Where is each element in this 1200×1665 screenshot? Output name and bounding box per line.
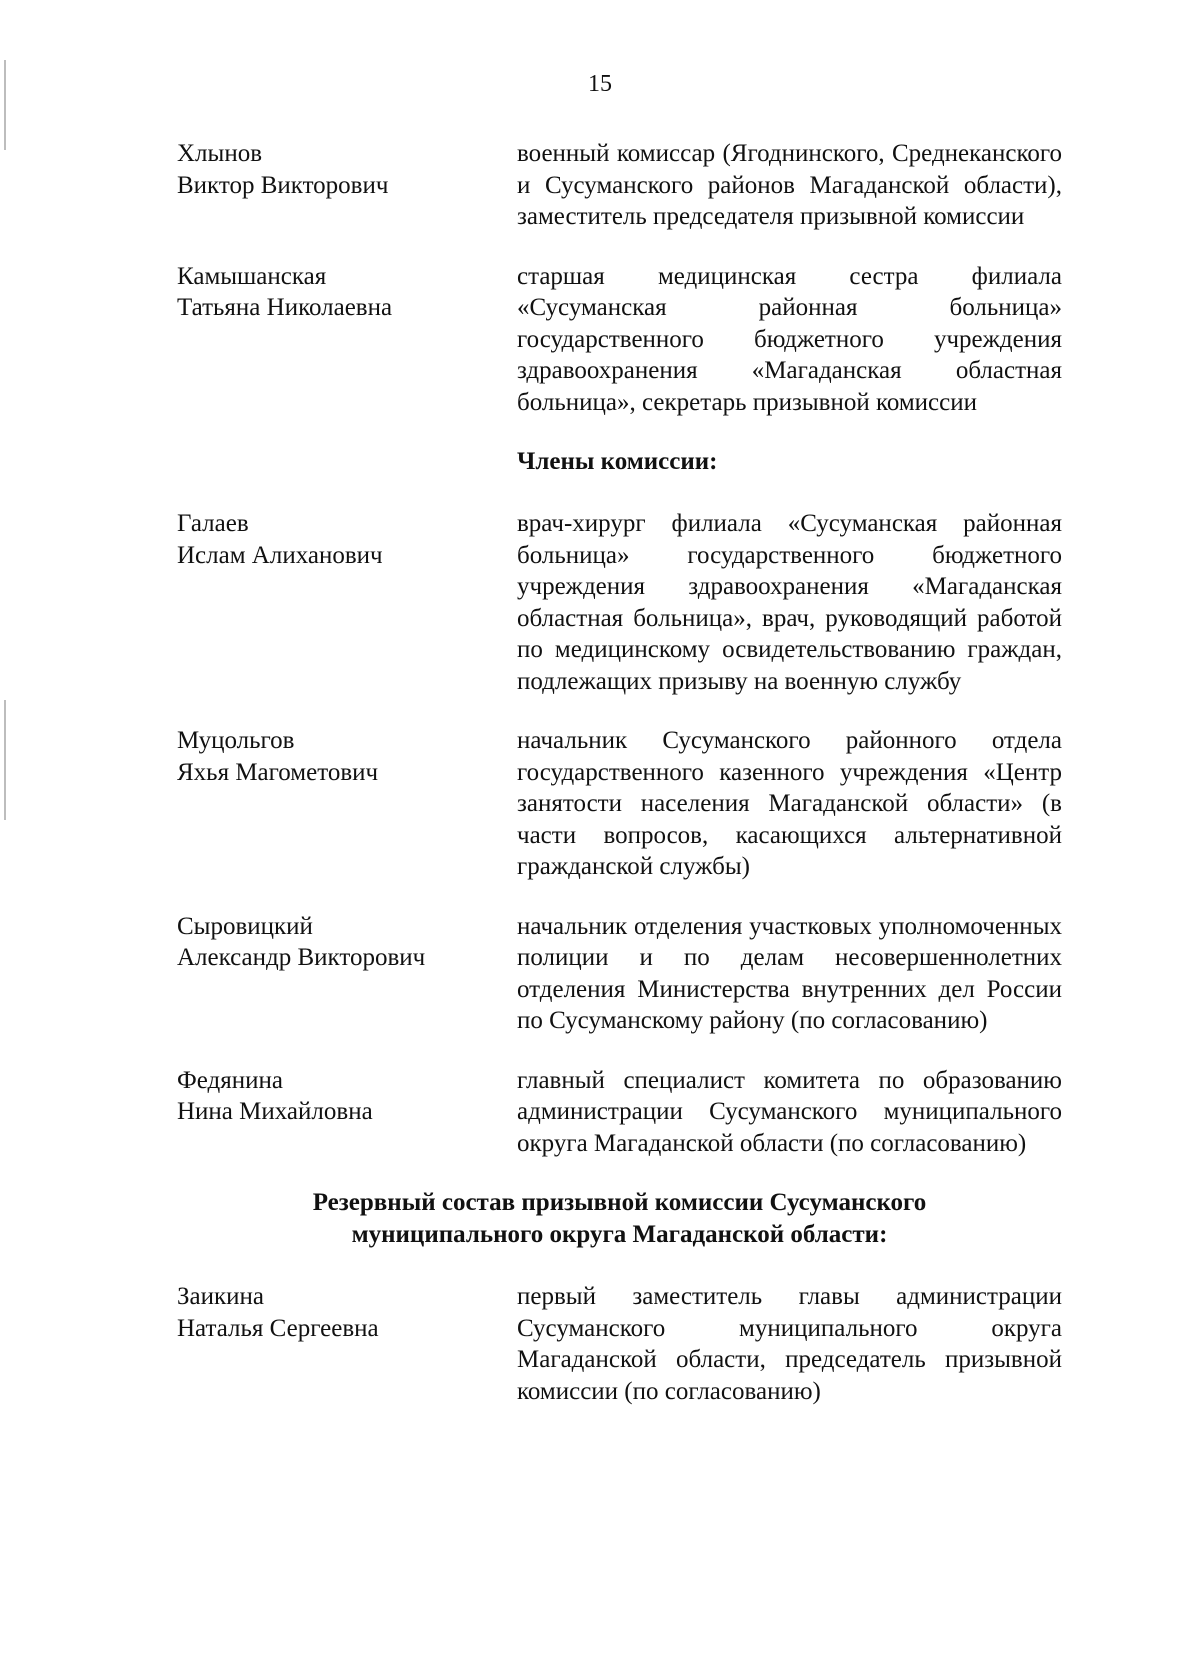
person-entry [177,508,1062,697]
reserve-heading [177,1187,1062,1251]
person-role: военный комиссар (Ягоднинского, Среднеканского и Сусуманского районов Магаданской области), заместитель председателя призывной комиссии [517,140,1062,230]
person-role: старшая медицинская сестра филиала «Сусуманская районная больница» государственного бюджетного учреждения здравоохранения «Магаданская областная больница», секретарь призывной комиссии [517,262,1062,416]
person-name [177,261,517,419]
scan-edge-mark [4,700,6,820]
person-surname: Хлынов [177,140,263,167]
person-given-names: Татьяна Николаевна [177,294,393,321]
person-name [177,508,517,697]
person-entry [177,1065,1062,1160]
person-surname: Заикина [177,1283,264,1310]
person-entry [177,911,1062,1037]
person-role: начальник Сусуманского районного отдела государственного казенного учреждения «Центр занятости населения Магаданской области» (в части вопросов, касающихся альтернативной гражданской службы) [517,727,1062,880]
person-role: главный специалист комитета по образованию администрации Сусуманского муниципального округа Магаданской области (по согласованию) [517,1066,1062,1157]
reserve-heading-line: муниципального округа Магаданской области: [351,1221,888,1248]
person-entry [177,1281,1062,1407]
person-surname: Галаев [177,510,249,537]
person-role: первый заместитель главы администрации Сусуманского муниципального округа Магаданской области, председатель призывной комиссии (по согласованию) [517,1283,1062,1405]
document-body [177,138,1062,1435]
person-surname: Камышанская [177,262,327,290]
person-entry [177,725,1062,883]
person-given-names: Александр Викторович [177,944,426,971]
members-heading: Члены комиссии: [517,448,718,475]
person-name [177,1281,517,1407]
person-name [177,911,517,1037]
person-role: начальник отделения участковых уполномоченных полиции и по делам несовершеннолетних отделения Министерства внутренних дел России по Сусуманскому району (по согласованию) [517,912,1062,1034]
person-name [177,1065,517,1160]
person-surname: Муцольгов [177,727,295,754]
reserve-heading-line: Резервный состав призывной комиссии Сусуманского [312,1189,927,1216]
person-given-names: Яхья Магометович [177,758,379,786]
page-number: 15 [588,71,612,97]
person-entry [177,261,1062,419]
person-entry [177,138,1062,233]
person-surname: Сыровицкий [177,912,313,940]
person-surname: Федянина [177,1066,283,1094]
person-given-names: Ислам Алиханович [177,541,383,569]
person-given-names: Наталья Сергеевна [177,1314,379,1342]
person-name [177,725,517,883]
person-given-names: Виктор Викторович [177,171,389,199]
person-given-names: Нина Михайловна [177,1098,373,1125]
person-name [177,138,517,233]
person-role: врач-хирург филиала «Сусуманская районная больница» государственного бюджетного учреждения здравоохранения «Магаданская областная больница», врач, руководящий работой по медицинскому освидетельствованию граждан, подлежащих призыву на военную службу [517,510,1062,695]
